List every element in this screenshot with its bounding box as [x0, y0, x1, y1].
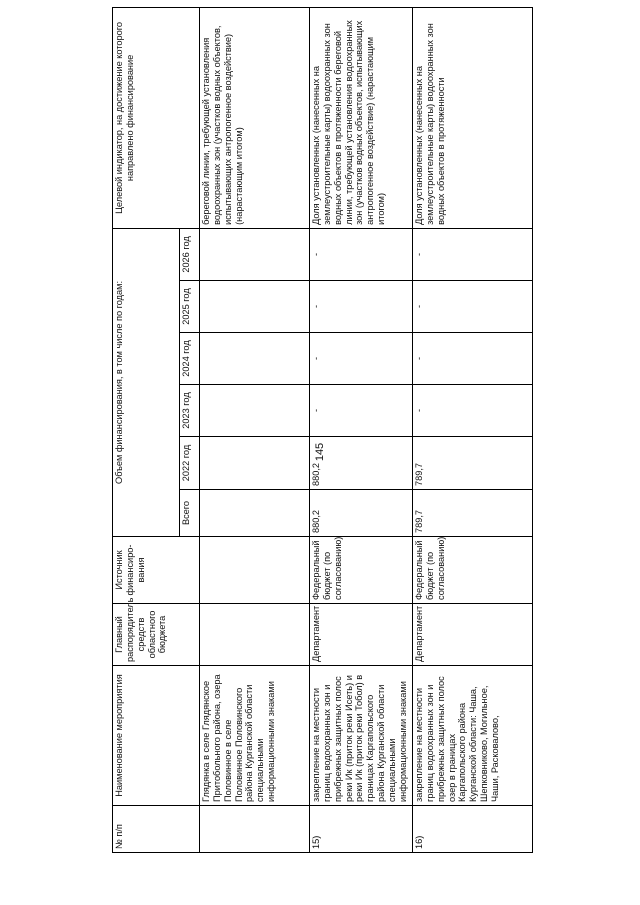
cell-administrator: Департамент	[310, 604, 413, 666]
cell-source: Федеральный бюджет (по согласованию)	[413, 537, 533, 604]
header-year-2026: 2026 год	[180, 228, 200, 280]
financing-table	[112, 7, 533, 853]
header-measure: Наименование мероприятия	[113, 666, 200, 806]
cell-2023: -	[310, 385, 413, 437]
header-year-2023: 2023 год	[180, 385, 200, 437]
header-total: Всего	[180, 490, 200, 537]
cell-measure: закрепление на местности границ водоохранных зон и прибрежных защитных полос озер в границах Каргапольского района Курганской области: Чаша, Шепковниково, Могильное, Чаши, Расковалово,	[413, 666, 533, 806]
cell-indicator: Доля установленных (нанесенных на землеустроительные карты) водоохранных зон водных объектов в протяженности	[413, 7, 533, 228]
cell-2022: 880,2	[310, 437, 413, 490]
cell-administrator	[200, 604, 310, 666]
cell-2024: -	[310, 333, 413, 385]
cell-2023	[200, 385, 310, 437]
header-funding-group: Объем финансирования, в том числе по годам:	[113, 228, 180, 536]
cell-2026	[200, 228, 310, 280]
cell-total	[200, 490, 310, 537]
table-row	[310, 7, 413, 852]
cell-source: Федеральный бюджет (по согласованию)	[310, 537, 413, 604]
cell-indicator: Доля установленных (нанесенных на землеустроительные карты) водоохранных зон водных объектов в протяженности береговой линии, требующей установления водоохранных зон (участков водных объектов, испытывающих антропогенное воздействие) (нарастающим итогом)	[310, 7, 413, 228]
rotated-table-sheet	[112, 20, 532, 853]
cell-total: 789,7	[413, 490, 533, 537]
header-year-2025: 2025 год	[180, 281, 200, 333]
cell-indicator: береговой линии, требующей установления водоохранных зон (участков водных объектов, испытывающих антропогенное воздействие) (нарастающим итогом)	[200, 7, 310, 228]
page-number: 145	[314, 442, 326, 462]
table-row	[200, 7, 310, 852]
header-year-2022: 2022 год	[180, 437, 200, 490]
cell-2022	[200, 437, 310, 490]
cell-measure: закрепление на местности границ водоохранных зон и прибрежных защитных полос реки Ик (приток реки Исеть) и реки Ик (приток реки Тобол) в границах Каргапольского района Курганской области специальными информационными знаками	[310, 666, 413, 806]
cell-2022: 789,7	[413, 437, 533, 490]
cell-total: 880,2	[310, 490, 413, 537]
cell-num: 16)	[413, 806, 533, 853]
cell-measure: Глядянка в селе Глядянское Притобольного района, озера Половинное в селе Половинное Половинского района Курганской области специальными информационными знаками	[200, 666, 310, 806]
table-row	[413, 7, 533, 852]
cell-2026: -	[413, 228, 533, 280]
header-year-2024: 2024 год	[180, 333, 200, 385]
cell-num	[200, 806, 310, 853]
cell-2025: -	[310, 281, 413, 333]
cell-2024	[200, 333, 310, 385]
header-num: № п/п	[113, 806, 200, 853]
cell-2025	[200, 281, 310, 333]
cell-2023: -	[413, 385, 533, 437]
cell-administrator: Департамент	[413, 604, 533, 666]
cell-2025: -	[413, 281, 533, 333]
header-indicator: Целевой индикатор, на достижение которого направлено финансирование	[113, 7, 200, 228]
cell-source	[200, 537, 310, 604]
header-administrator: Главный распорядитель средств областного бюджета	[113, 604, 200, 666]
cell-num: 15)	[310, 806, 413, 853]
cell-2026: -	[310, 228, 413, 280]
header-source: Источник финансиро-вания	[113, 537, 200, 604]
cell-2024: -	[413, 333, 533, 385]
